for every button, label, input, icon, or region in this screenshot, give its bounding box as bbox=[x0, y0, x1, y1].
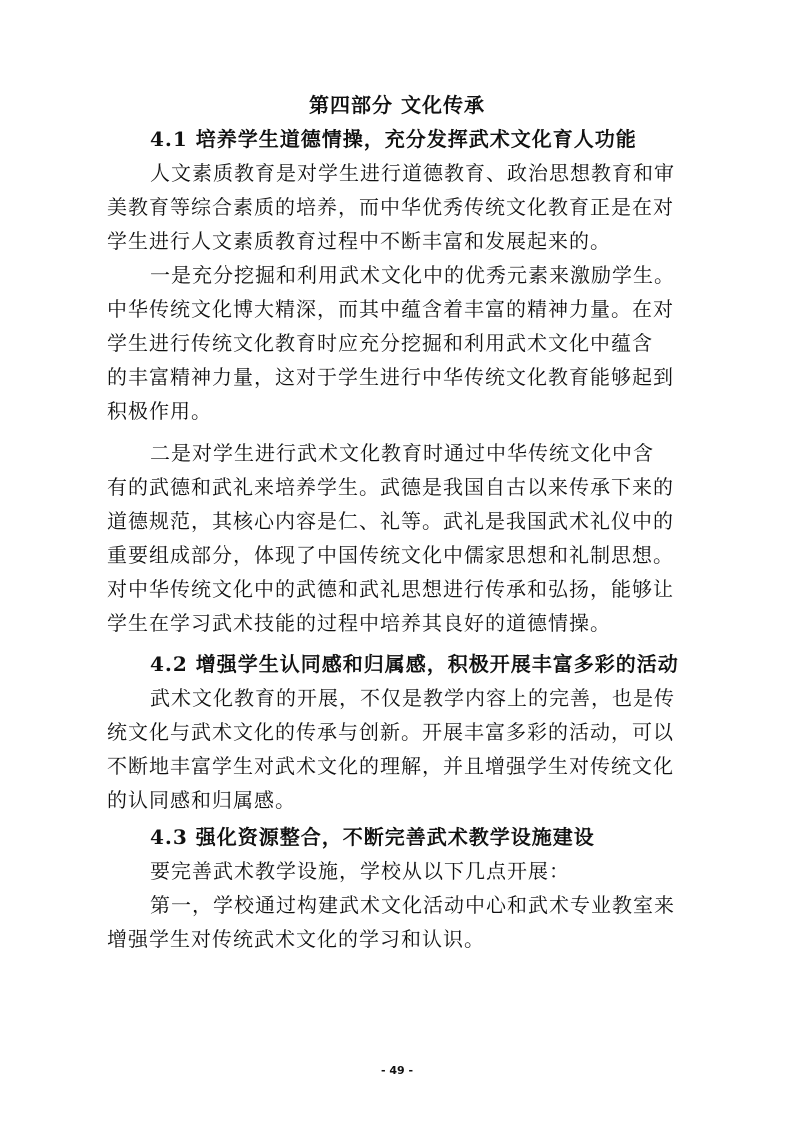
section-heading-4-1: 4.1 培养学生道德情操，充分发挥武术文化育人功能 bbox=[150, 127, 637, 151]
paragraph-line: 有的武德和武礼来培养学生。武德是我国自古以来传承下来的 bbox=[107, 475, 674, 499]
paragraph-line: 对中华传统文化中的武德和武礼思想进行传承和弘扬，能够让 bbox=[107, 577, 674, 601]
paragraph bbox=[107, 436, 687, 640]
paragraph-line: 不断地丰富学生对武术文化的理解，并且增强学生对传统文化 bbox=[107, 754, 674, 778]
paragraph-line: 美教育等综合素质的培养，而中华优秀传统文化教育正是在对 bbox=[107, 195, 674, 219]
paragraph bbox=[107, 681, 687, 817]
paragraph bbox=[107, 156, 687, 258]
paragraph-line: 中华传统文化博大精深，而其中蕴含着丰富的精神力量。在对 bbox=[107, 297, 674, 321]
paragraph-line: 武术文化教育的开展，不仅是教学内容上的完善，也是传 bbox=[150, 686, 675, 710]
section-heading-4-2: 4.2 增强学生认同感和归属感，积极开展丰富多彩的活动 bbox=[150, 652, 679, 676]
paragraph-line: 积极作用。 bbox=[107, 399, 212, 423]
paragraph-line: 统文化与武术文化的传承与创新。开展丰富多彩的活动，可以 bbox=[107, 720, 674, 744]
paragraph-line: 道德规范，其核心内容是仁、礼等。武礼是我国武术礼仪中的 bbox=[107, 509, 674, 533]
paragraph-line: 学生进行人文素质教育过程中不断丰富和发展起来的。 bbox=[107, 229, 611, 253]
paragraph-line: 学生在学习武术技能的过程中培养其良好的道德情操。 bbox=[107, 611, 611, 635]
paragraph-line: 第一，学校通过构建武术文化活动中心和武术专业教室来 bbox=[150, 893, 675, 917]
paragraph-line: 一是充分挖掘和利用武术文化中的优秀元素来激励学生。 bbox=[150, 263, 675, 287]
page-number: - 49 - bbox=[380, 1064, 414, 1077]
section-heading-4-3: 4.3 强化资源整合，不断完善武术教学设施建设 bbox=[150, 825, 595, 849]
paragraph-line: 增强学生对传统武术文化的学习和认识。 bbox=[107, 927, 485, 951]
paragraph-line: 的丰富精神力量，这对于学生进行中华传统文化教育能够起到 bbox=[107, 365, 674, 389]
paragraph-line: 人文素质教育是对学生进行道德教育、政治思想教育和审 bbox=[150, 161, 675, 185]
page-title: 第四部分 文化传承 bbox=[309, 93, 485, 117]
paragraph bbox=[107, 888, 687, 956]
paragraph-line: 的认同感和归属感。 bbox=[107, 788, 296, 812]
paragraph-line: 二是对学生进行武术文化教育时通过中华传统文化中含 bbox=[150, 441, 654, 465]
paragraph-line: 学生进行传统文化教育时应充分挖掘和利用武术文化中蕴含 bbox=[107, 331, 653, 355]
paragraph-line: 重要组成部分，体现了中国传统文化中儒家思想和礼制思想。 bbox=[107, 543, 674, 567]
paragraph-line: 要完善武术教学设施，学校从以下几点开展： bbox=[150, 859, 570, 883]
paragraph bbox=[107, 854, 687, 888]
paragraph bbox=[107, 258, 687, 428]
